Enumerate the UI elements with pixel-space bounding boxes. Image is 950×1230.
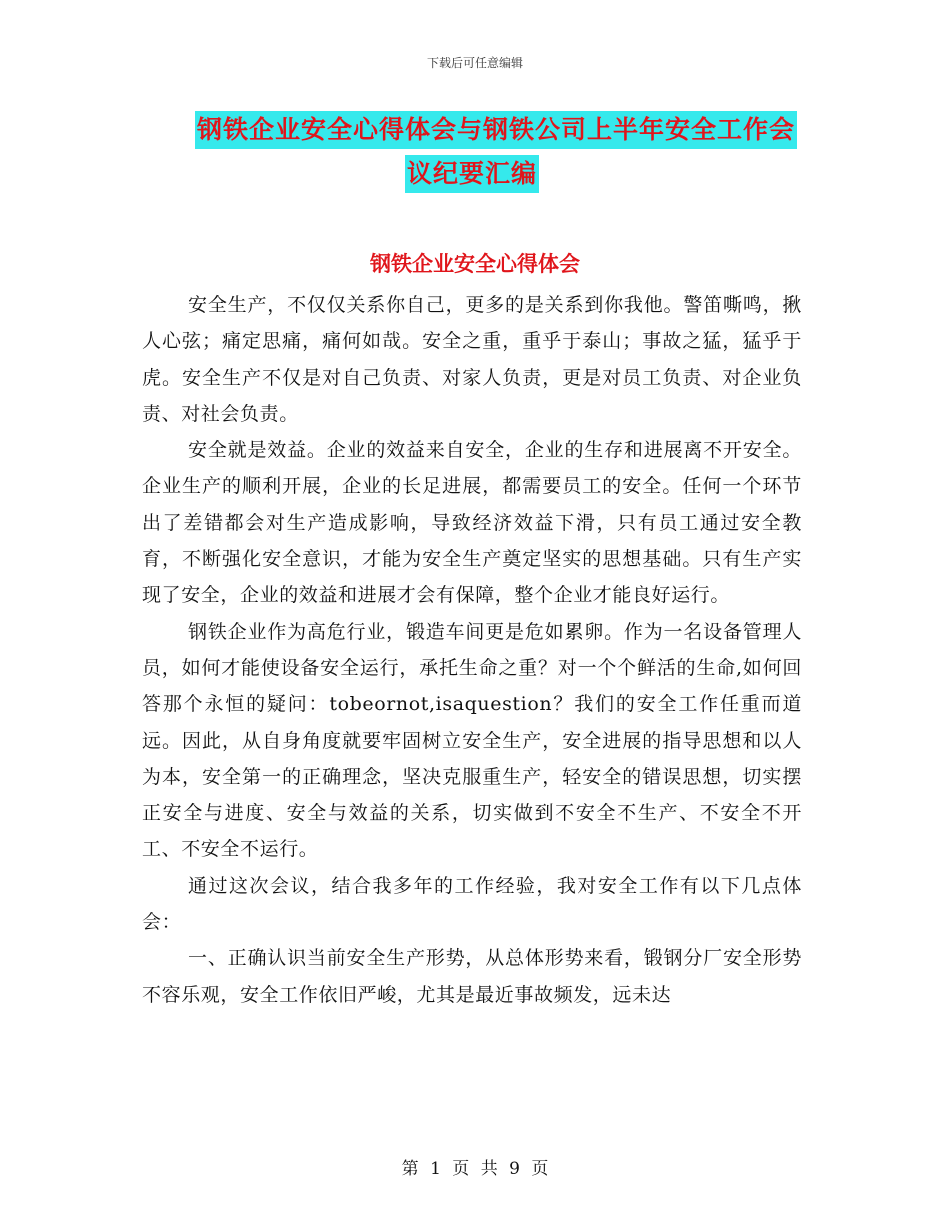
paragraph: 通过这次会议，结合我多年的工作经验，我对安全工作有以下几点体会：: [142, 874, 802, 934]
paragraph: 安全就是效益。企业的效益来自安全，企业的生存和进展离不开安全。企业生产的顺利开展，企业的长足进展，都需要员工的安全。任何一个环节出了差错都会对生产造成影响，导致经济效益下滑，只有员工通过安全教育，不断强化安全意识，才能为安全生产奠定坚实的思想基础。只有生产实现了安全，企业的效益和进展才会有保障，整个企业才能良好运行。: [142, 439, 802, 607]
document-title-line-1: 钢铁企业安全心得体会与钢铁公司上半年安全工作会: [195, 111, 797, 149]
paragraph: 一、正确认识当前安全生产形势，从总体形势来看，锻钢分厂安全形势不容乐观，安全工作依旧严峻，尤其是最近事故频发，远未达: [142, 947, 802, 1006]
section-subtitle: 钢铁企业安全心得体会: [370, 252, 580, 276]
paragraph: 安全生产，不仅仅关系你自己，更多的是关系到你我他。警笛嘶鸣，揪人心弦；痛定思痛，痛何如哉。安全之重，重乎于泰山；事故之猛，猛乎于虎。安全生产不仅是对自己负责、对家人负责，更是对员工负责、对企业负责、对社会负责。: [142, 294, 802, 425]
paragraph: 钢铁企业作为高危行业，锻造车间更是危如累卵。作为一名设备管理人员，如何才能使设备安全运行，承托生命之重？对一个个鲜活的生命,如何回答那个永恒的疑问：tobeornot,isaquestion？我们的安全工作任重而道远。因此，从自身角度就要牢固树立安全生产，安全进展的指导思想和以人为本，安全第一的正确理念，坚决克服重生产，轻安全的错误思想，切实摆正安全与进度、安全与效益的关系，切实做到不安全不生产、不安全不开工、不安全不运行。: [142, 620, 802, 861]
document-title-line-2: 议纪要汇编: [405, 155, 539, 193]
header-note: 下载后可任意编辑: [426, 56, 523, 70]
body-text: [142, 287, 802, 1013]
page-footer: 第 1 页 共 9 页: [401, 1159, 549, 1179]
